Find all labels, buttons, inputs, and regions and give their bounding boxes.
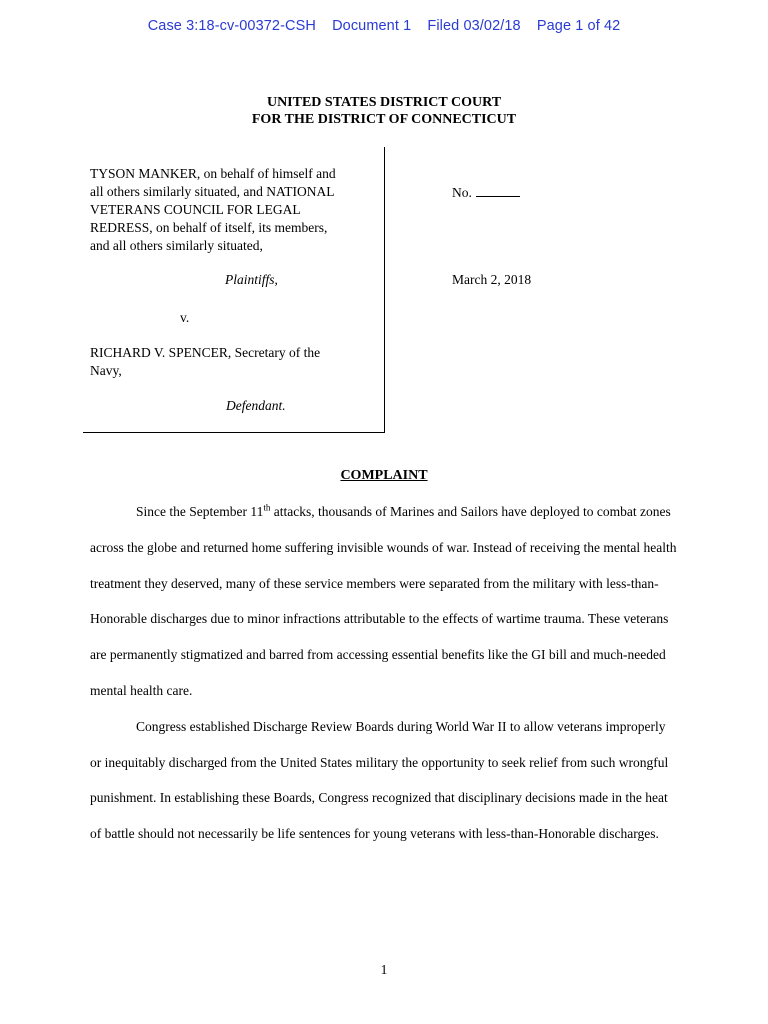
document-title: COMPLAINT: [340, 468, 428, 483]
plaintiffs-label-line: [225, 272, 278, 288]
page-number: 1: [380, 962, 388, 977]
plaintiffs-line: VETERANS COUNCIL FOR LEGAL: [90, 202, 301, 217]
case-no-blank: [476, 184, 520, 197]
page-count: Page 1 of 42: [536, 18, 621, 34]
plaintiffs-block: [90, 165, 375, 255]
caption-bracket-horizontal: [83, 432, 385, 433]
versus: v.: [180, 310, 190, 325]
paragraph-1: [90, 494, 680, 709]
defendant-line: RICHARD V. SPENCER, Secretary of the: [90, 345, 321, 360]
paragraph-2: Congress established Discharge Review Boards during World War II to allow veterans improperly or inequitably discharged from the United States military the opportunity to seek relief from such wrongful punishment. In establishing these Boards, Congress recognized that disciplinary decisions made in the heat of battle should not necessarily be life sentences for young veterans with less-than-Honorable discharges.: [90, 718, 669, 842]
case-no-label: No.: [452, 185, 472, 200]
paragraph-1-start: Since the September 11: [136, 504, 264, 519]
defendant-period: .: [282, 398, 286, 413]
plaintiffs-line: and all others similarly situated,: [90, 238, 263, 253]
court-heading: [0, 94, 768, 128]
plaintiffs-label: Plaintiffs: [225, 272, 275, 287]
defendant-label-line: [226, 398, 286, 414]
caption-bracket-vertical: [384, 147, 385, 433]
complaint-body: [90, 494, 680, 852]
case-number: Case 3:18-cv-00372-CSH: [147, 18, 316, 34]
paragraph-1-rest: attacks, thousands of Marines and Sailors have deployed to combat zones across the globe and returned home suffering invisible wounds of war. Instead of receiving the mental health treatment they deserved, many of these service members were separated from the military with less-than-Honorable discharges due to minor infractions attributable to the effects of wartime trauma. These veterans are permanently stigmatized and barred from accessing essential benefits like the GI bill and much-needed mental health care.: [90, 504, 677, 698]
plaintiffs-comma: ,: [274, 272, 278, 287]
case-number-field: [452, 184, 520, 201]
plaintiffs-line: all others similarly situated, and NATIONAL: [90, 184, 335, 199]
filed-date-stamp: Filed 03/02/18: [427, 18, 521, 34]
document-number: Document 1: [332, 18, 412, 34]
court-name: UNITED STATES DISTRICT COURT: [266, 95, 502, 110]
plaintiffs-line: REDRESS, on behalf of itself, its members,: [90, 220, 328, 235]
complaint-date: March 2, 2018: [452, 272, 532, 287]
ecf-header-stamp: [0, 18, 768, 34]
defendant-block: [90, 344, 375, 380]
ordinal-superscript: th: [263, 502, 271, 513]
plaintiffs-line: TYSON MANKER, on behalf of himself and: [90, 166, 336, 181]
defendant-label: Defendant: [226, 398, 283, 413]
defendant-line: Navy,: [90, 363, 122, 378]
court-district: FOR THE DISTRICT OF CONNECTICUT: [251, 112, 517, 127]
